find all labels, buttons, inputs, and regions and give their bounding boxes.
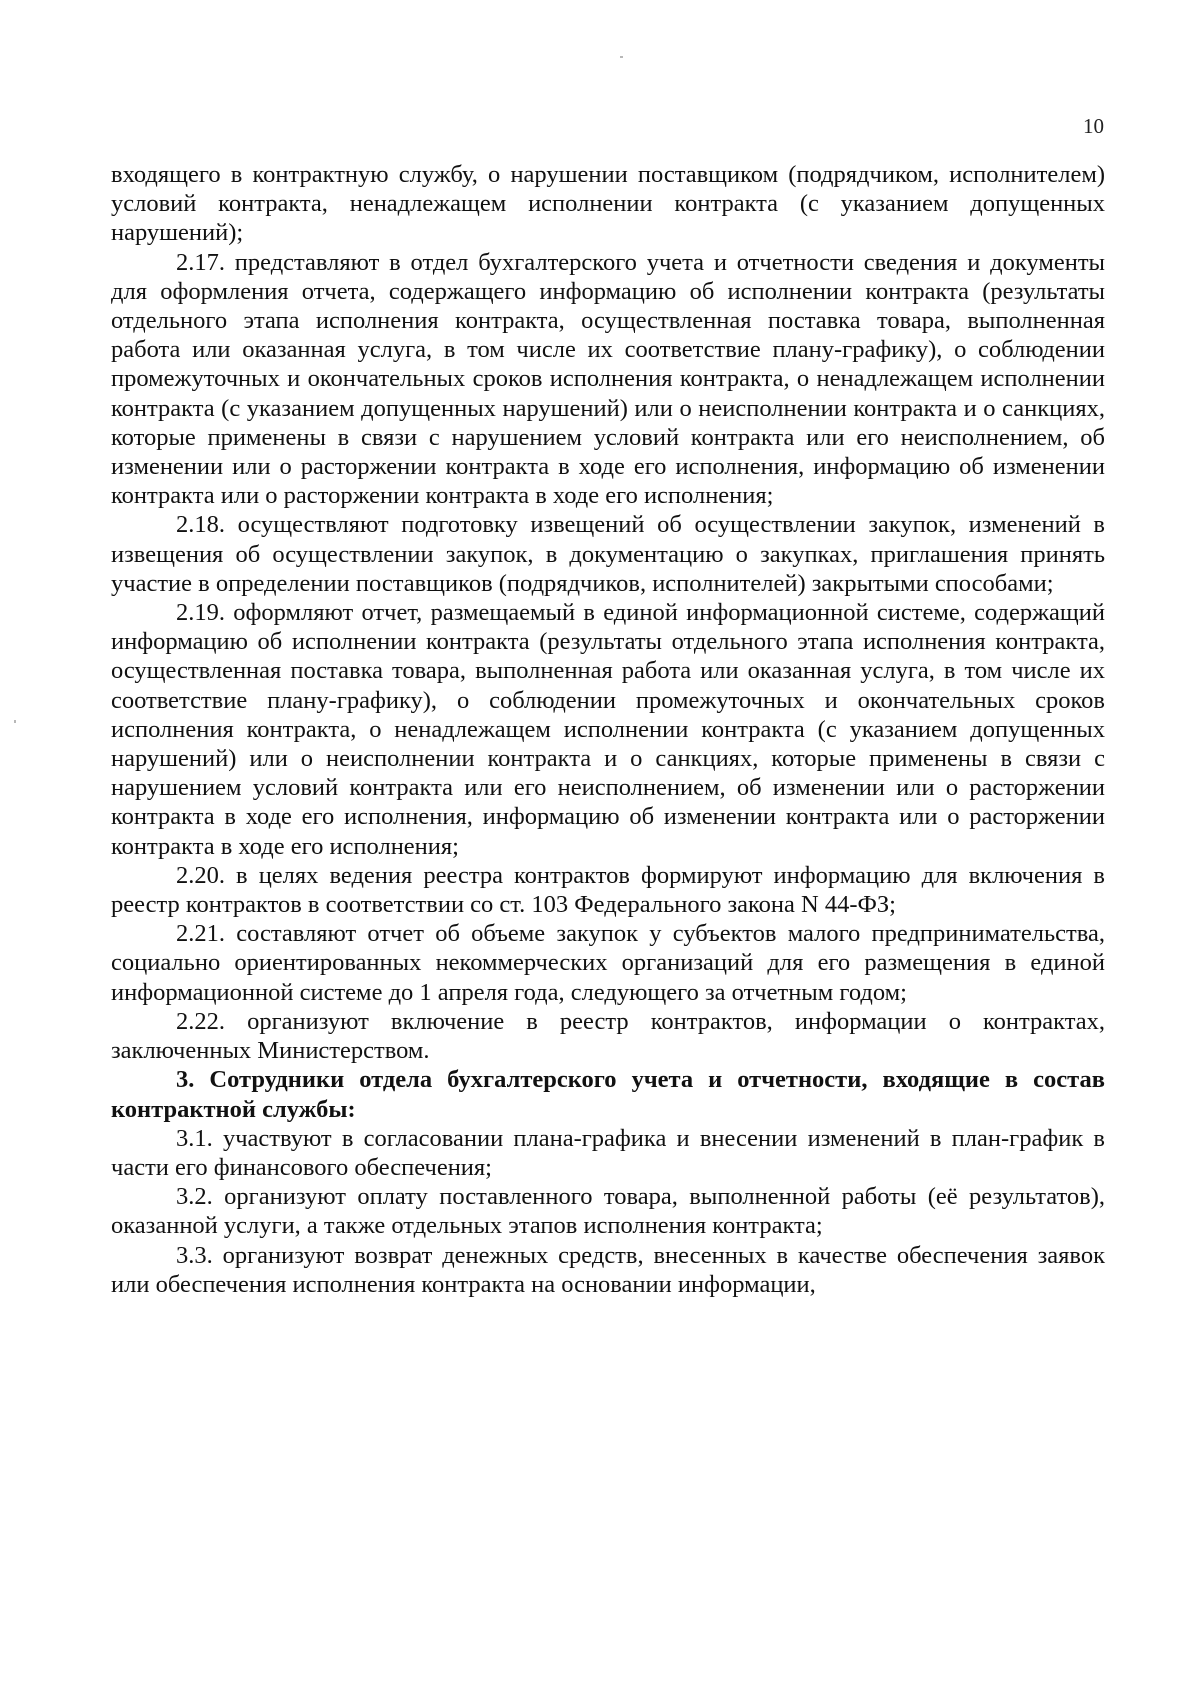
paragraph-3-2: 3.2. организуют оплату поставленного товара, выполненной работы (её результатов), оказанной услуги, а также отдельных этапов исполнения контракта; [111,1183,1105,1240]
paragraph-2-18: 2.18. осуществляют подготовку извещений об осуществлении закупок, изменений в извещения об осуществлении закупок, в документацию о закупках, приглашения принять участие в определении поставщиков (подрядчиков, исполнителей) закрытыми способами; [111,511,1105,597]
paragraph-2-22: 2.22. организуют включение в реестр контрактов, информации о контрактах, заключенных Министерством. [111,1007,1105,1065]
paragraph-2-19: 2.19. оформляют отчет, размещаемый в единой информационной системе, содержащий информацию об исполнении контракта (результаты отдельного этапа исполнения контракта, осуществленная поставка товара, выполненная работа или оказанная услуга, в том числе их соответствие плану-графику), о соблюдении промежуточных и окончательных сроков исполнения контракта, о ненадлежащем исполнении контракта (с указанием допущенных нарушений) или о неисполнении контракта и о санкциях, которые применены в связи с нарушением условий контракта или его неисполнением, об изменении или о расторжении контракта в ходе его исполнения, информацию об изменении контракта или о расторжении контракта в ходе его исполнения; [111,599,1105,860]
paragraph-continuation: входящего в контрактную службу, о нарушении поставщиком (подрядчиком, исполнителем) условий контракта, ненадлежащем исполнении контракта (с указанием допущенных нарушений); [111,161,1105,247]
scan-speck [14,720,16,723]
document-body [111,160,1105,1299]
scan-speck [620,56,623,58]
paragraph-3-3: 3.3. организуют возврат денежных средств, внесенных в качестве обеспечения заявок или обеспечения исполнения контракта на основании информации, [111,1241,1105,1298]
paragraph-2-17: 2.17. представляют в отдел бухгалтерского учета и отчетности сведения и документы для оформления отчета, содержащего информацию об исполнении контракта (результаты отдельного этапа исполнения контракта, осуществленная поставка товара, выполненная работа или оказанная услуга, в том числе их соответствие плану-графику), о соблюдении промежуточных и окончательных сроков исполнения контракта, о ненадлежащем исполнении контракта (с указанием допущенных нарушений) или о неисполнении контракта и о санкциях, которые применены в связи с нарушением условий контракта или его неисполнением, об изменении или о расторжении контракта в ходе его исполнения, информацию об изменении контракта или о расторжении контракта в ходе его исполнения; [111,248,1105,510]
section-heading-3: 3. Сотрудники отдела бухгалтерского учета и отчетности, входящие в состав контрактной службы: [111,1066,1105,1123]
paragraph-2-20: 2.20. в целях ведения реестра контрактов формируют информацию для включения в реестр контрактов в соответствии со ст. 103 Федерального закона N 44-ФЗ; [111,861,1105,919]
paragraph-2-21: 2.21. составляют отчет об объеме закупок у субъектов малого предпринимательства, социально ориентированных некоммерческих организаций для его размещения в единой информационной системе до 1 апреля года, следующего за отчетным годом; [111,920,1105,1006]
paragraph-3-1: 3.1. участвуют в согласовании плана-графика и внесении изменений в план-график в части его финансового обеспечения; [111,1124,1105,1181]
page-number: 10 [1083,114,1104,138]
